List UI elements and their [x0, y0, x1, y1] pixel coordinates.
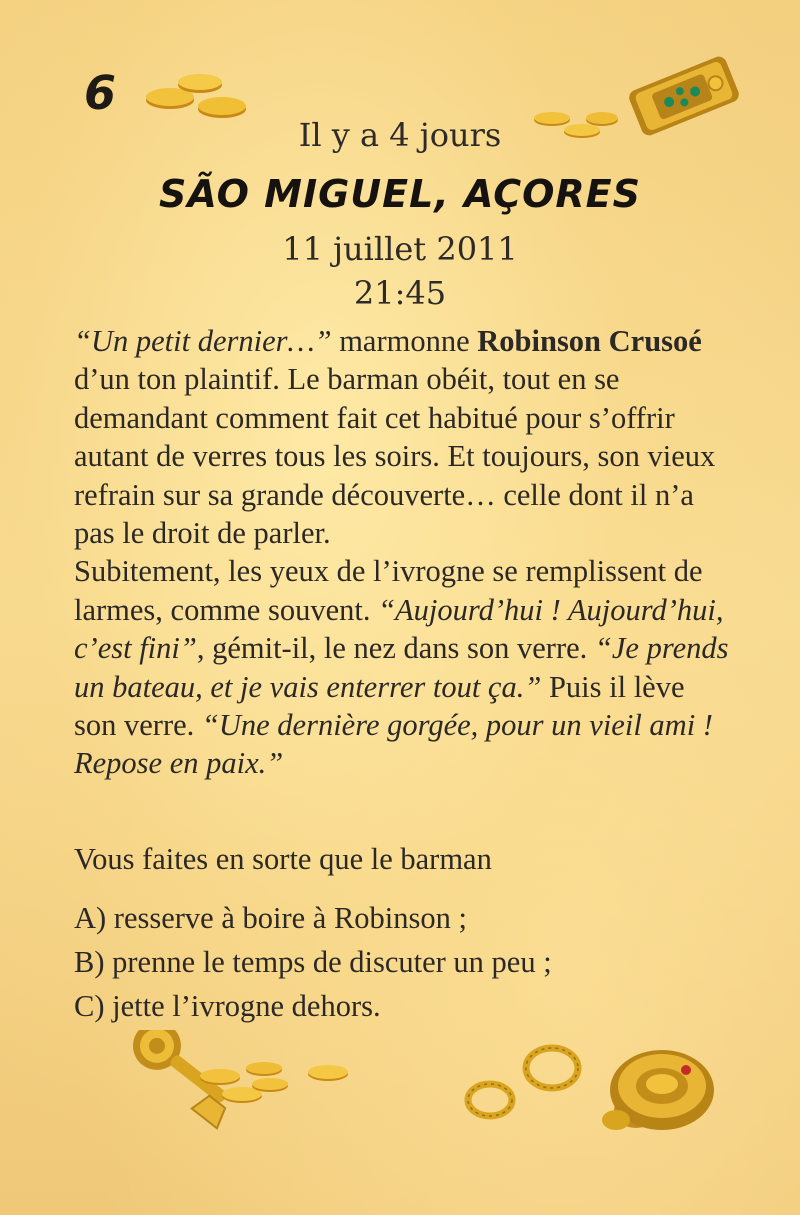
- quote: “Un petit dernier…”: [74, 324, 332, 358]
- quote: “Je prends un bateau, et je vais enterrer tout ça.”: [74, 631, 729, 704]
- card-number: 6: [84, 66, 117, 120]
- text: marmonne: [331, 324, 478, 358]
- gold-coins-icon: [194, 1056, 354, 1114]
- time: 21:45: [353, 274, 447, 312]
- choice-b[interactable]: B) prenne le temps de discuter un peu ;: [74, 945, 552, 979]
- story-paragraph-2: [74, 554, 728, 780]
- choice-list: [74, 896, 552, 1028]
- text: Subitement, les yeux de l’ivrogne se remplissent de larmes, comme souvent.: [74, 554, 703, 627]
- golden-turtle-icon: [586, 1040, 726, 1140]
- gold-rings-icon: [460, 1040, 590, 1130]
- gold-coins-icon: [140, 68, 252, 122]
- date: 11 juillet 2011: [282, 230, 518, 268]
- choice-c[interactable]: C) jette l’ivrogne dehors.: [74, 989, 381, 1023]
- story-text: [74, 322, 734, 783]
- story-paragraph-1: [74, 324, 715, 550]
- location-title: SÃO MIGUEL, AÇORES: [159, 172, 641, 216]
- question-prompt: Vous faites en sorte que le barman: [74, 842, 492, 876]
- text: d’un ton plaintif. Le barman obéit, tout en se demandant comment fait cet habitué pour s’offrir autant de verres tous les soirs. Et toujours, son vieux refrain sur sa grande découverte… celle dont il n’a pas le droit de parler.: [74, 362, 716, 551]
- choice-a[interactable]: A) resserve à boire à Robinson ;: [74, 901, 468, 935]
- quote: “Une dernière gorgée, pour un vieil ami ! Repose en paix.”: [74, 708, 713, 781]
- text: Puis il lève son verre.: [74, 669, 685, 743]
- time-ago: Il y a 4 jours: [298, 116, 502, 154]
- character-name: Robinson Crusoé: [477, 324, 702, 358]
- quote: “Aujourd’hui ! Aujourd’hui, c’est fini”: [74, 592, 724, 666]
- text: , gémit-il, le nez dans son verre.: [196, 631, 595, 666]
